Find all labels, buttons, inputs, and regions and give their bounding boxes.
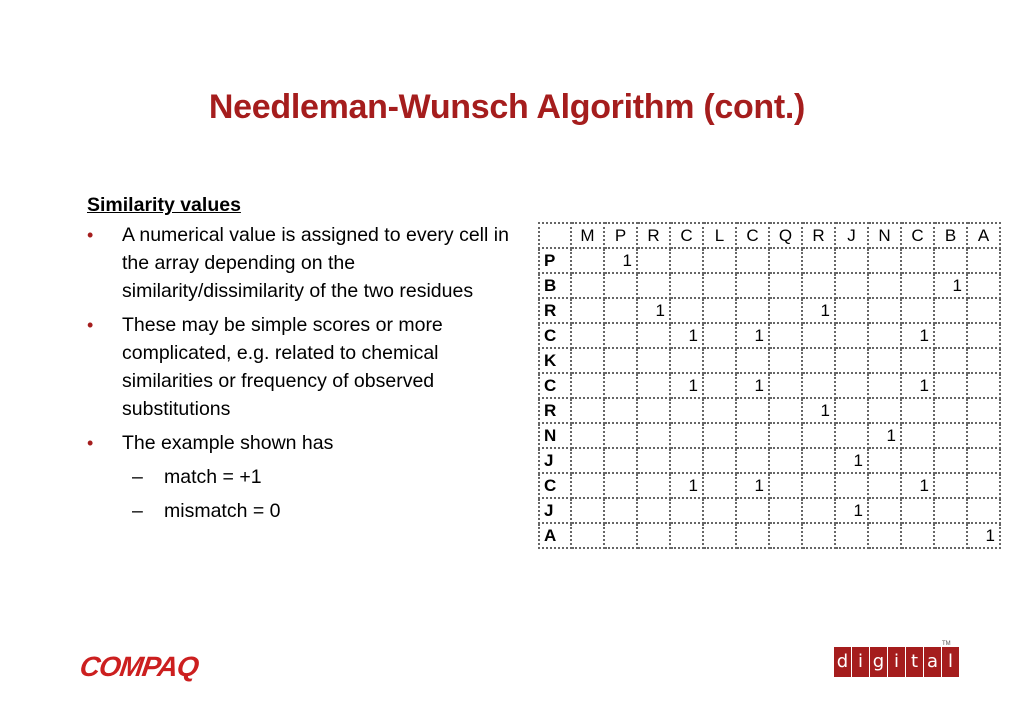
- matrix-cell: [736, 448, 769, 473]
- dash-icon: –: [132, 466, 143, 488]
- matrix-cell: [637, 398, 670, 423]
- matrix-column-header: J: [835, 223, 868, 248]
- matrix-row-header: J: [539, 498, 571, 523]
- matrix-cell: [637, 273, 670, 298]
- matrix-row-header: B: [539, 273, 571, 298]
- matrix-cell: [934, 398, 967, 423]
- similarity-matrix: [538, 222, 1001, 549]
- matrix-cell: [934, 523, 967, 548]
- matrix-cell: [934, 323, 967, 348]
- matrix-cell: [967, 248, 1000, 273]
- matrix-cell: [604, 473, 637, 498]
- matrix-row-header: A: [539, 523, 571, 548]
- matrix-cell: [901, 273, 934, 298]
- matrix-cell: [637, 498, 670, 523]
- matrix-cell: [967, 273, 1000, 298]
- matrix-row-header: R: [539, 398, 571, 423]
- matrix-cell: 1: [670, 473, 703, 498]
- matrix-cell: [571, 523, 604, 548]
- matrix-row: [539, 248, 1000, 273]
- matrix-row: [539, 473, 1000, 498]
- matrix-row: [539, 523, 1000, 548]
- matrix-cell: [835, 473, 868, 498]
- digital-logo-letter: t: [906, 647, 923, 677]
- matrix-cell: [670, 348, 703, 373]
- matrix-row: [539, 298, 1000, 323]
- matrix-cell: [604, 398, 637, 423]
- matrix-cell: [835, 273, 868, 298]
- matrix-cell: [802, 373, 835, 398]
- matrix-column-header: N: [868, 223, 901, 248]
- matrix-cell: [670, 523, 703, 548]
- matrix-cell: [604, 523, 637, 548]
- matrix-cell: [571, 423, 604, 448]
- matrix-row: [539, 348, 1000, 373]
- matrix-cell: [967, 498, 1000, 523]
- bullet-text: These may be simple scores or more complicated, e.g. related to chemical similarities or frequency of observed substitutions: [122, 314, 443, 420]
- matrix-cell: [637, 348, 670, 373]
- matrix-cell: [769, 273, 802, 298]
- matrix-cell: [736, 498, 769, 523]
- matrix-cell: 1: [637, 298, 670, 323]
- matrix-cell: 1: [868, 423, 901, 448]
- matrix-cell: 1: [835, 498, 868, 523]
- matrix-cell: [802, 423, 835, 448]
- matrix-cell: [736, 523, 769, 548]
- matrix-cell: [604, 348, 637, 373]
- matrix-cell: [835, 423, 868, 448]
- matrix-cell: [703, 523, 736, 548]
- matrix-row-header: J: [539, 448, 571, 473]
- matrix-cell: [934, 473, 967, 498]
- matrix-cell: [934, 448, 967, 473]
- matrix-cell: [769, 398, 802, 423]
- matrix-cell: [571, 248, 604, 273]
- matrix-cell: [571, 473, 604, 498]
- matrix-cell: [901, 448, 934, 473]
- matrix-cell: [802, 448, 835, 473]
- bullet-text: A numerical value is assigned to every cell in the array depending on the similarity/dissimilarity of the two residues: [122, 224, 509, 302]
- matrix-cell: [604, 423, 637, 448]
- matrix-cell: [769, 448, 802, 473]
- matrix-cell: [901, 498, 934, 523]
- matrix-cell: [802, 473, 835, 498]
- matrix-cell: [670, 398, 703, 423]
- slide-body: [87, 191, 517, 531]
- matrix-column-header: Q: [769, 223, 802, 248]
- matrix-cell: [736, 248, 769, 273]
- trademark-mark: TM: [942, 641, 951, 647]
- matrix-cell: [868, 373, 901, 398]
- matrix-row-header: N: [539, 423, 571, 448]
- matrix-cell: [670, 298, 703, 323]
- matrix-cell: [934, 298, 967, 323]
- matrix-cell: [637, 248, 670, 273]
- matrix-cell: [967, 423, 1000, 448]
- matrix-cell: [868, 323, 901, 348]
- matrix-cell: [637, 523, 670, 548]
- matrix-cell: 1: [604, 248, 637, 273]
- compaq-logo: COMPAQ: [77, 651, 201, 682]
- matrix-cell: [703, 373, 736, 398]
- matrix-cell: [967, 348, 1000, 373]
- matrix-cell: [769, 423, 802, 448]
- matrix-cell: 1: [802, 298, 835, 323]
- matrix-cell: [934, 248, 967, 273]
- matrix-cell: [637, 473, 670, 498]
- matrix-cell: [637, 448, 670, 473]
- matrix-cell: [967, 398, 1000, 423]
- matrix-cell: [604, 323, 637, 348]
- matrix-cell: 1: [901, 323, 934, 348]
- matrix-cell: [769, 323, 802, 348]
- matrix-cell: [571, 273, 604, 298]
- matrix-cell: [736, 273, 769, 298]
- matrix-row-header: C: [539, 373, 571, 398]
- subheading: Similarity values: [87, 194, 241, 216]
- digital-logo: [834, 647, 959, 677]
- matrix-row: [539, 498, 1000, 523]
- matrix-cell: [769, 298, 802, 323]
- matrix-cell: 1: [901, 373, 934, 398]
- matrix-cell: [901, 248, 934, 273]
- matrix-cell: [967, 448, 1000, 473]
- matrix-column-header: P: [604, 223, 637, 248]
- matrix-cell: [736, 298, 769, 323]
- matrix-cell: [967, 323, 1000, 348]
- matrix-cell: [901, 298, 934, 323]
- matrix-cell: [901, 398, 934, 423]
- matrix-row-header: K: [539, 348, 571, 373]
- matrix-cell: [703, 473, 736, 498]
- matrix-cell: [571, 373, 604, 398]
- matrix-corner-cell: [539, 223, 571, 248]
- matrix-cell: [967, 473, 1000, 498]
- bullet-item: [87, 221, 517, 305]
- matrix-cell: [769, 473, 802, 498]
- matrix-cell: [835, 523, 868, 548]
- matrix-cell: [934, 423, 967, 448]
- matrix-header-row: [539, 223, 1000, 248]
- slide-title: Needleman-Wunsch Algorithm (cont.): [208, 88, 806, 126]
- digital-logo-letter: i: [852, 647, 869, 677]
- matrix-cell: [703, 498, 736, 523]
- digital-logo-letter: l: [942, 647, 959, 677]
- matrix-cell: [835, 298, 868, 323]
- matrix-cell: [835, 348, 868, 373]
- matrix-cell: 1: [736, 473, 769, 498]
- sub-bullet-item: [122, 463, 517, 491]
- matrix-row-header: P: [539, 248, 571, 273]
- matrix-cell: [835, 248, 868, 273]
- matrix-cell: [934, 348, 967, 373]
- matrix-cell: [670, 448, 703, 473]
- bullet-icon: •: [87, 315, 94, 335]
- matrix-column-header: C: [670, 223, 703, 248]
- matrix-cell: [703, 423, 736, 448]
- matrix-column-header: R: [637, 223, 670, 248]
- matrix-cell: [571, 498, 604, 523]
- matrix-cell: [637, 373, 670, 398]
- matrix-cell: [769, 523, 802, 548]
- matrix-cell: [604, 373, 637, 398]
- matrix-cell: [670, 498, 703, 523]
- sub-bullet-list: [122, 463, 517, 525]
- digital-logo-letter: d: [834, 647, 851, 677]
- matrix-cell: [967, 298, 1000, 323]
- matrix-cell: [637, 423, 670, 448]
- matrix-cell: [769, 248, 802, 273]
- matrix-cell: [604, 448, 637, 473]
- matrix-cell: [703, 398, 736, 423]
- matrix-cell: [868, 348, 901, 373]
- matrix-cell: [934, 373, 967, 398]
- matrix-cell: [802, 273, 835, 298]
- sub-bullet-item: [122, 497, 517, 525]
- matrix-cell: [901, 348, 934, 373]
- matrix-cell: [802, 323, 835, 348]
- matrix-cell: [802, 248, 835, 273]
- matrix-cell: [868, 298, 901, 323]
- matrix-cell: [802, 348, 835, 373]
- matrix-cell: [769, 373, 802, 398]
- matrix-row: [539, 398, 1000, 423]
- sub-bullet-text: mismatch = 0: [164, 500, 281, 522]
- matrix-cell: 1: [934, 273, 967, 298]
- matrix-row: [539, 448, 1000, 473]
- matrix-cell: 1: [736, 373, 769, 398]
- matrix-cell: [703, 348, 736, 373]
- digital-logo-letter: a: [924, 647, 941, 677]
- matrix-cell: 1: [967, 523, 1000, 548]
- matrix-cell: [802, 498, 835, 523]
- matrix-row: [539, 373, 1000, 398]
- bullet-text: The example shown has: [122, 432, 334, 454]
- matrix-cell: 1: [670, 373, 703, 398]
- matrix-column-header: A: [967, 223, 1000, 248]
- matrix-cell: [901, 423, 934, 448]
- matrix-cell: [868, 248, 901, 273]
- matrix-column-header: C: [901, 223, 934, 248]
- matrix-cell: [670, 248, 703, 273]
- matrix-cell: [835, 323, 868, 348]
- matrix-cell: 1: [802, 398, 835, 423]
- dash-icon: –: [132, 500, 143, 522]
- bullet-item: [87, 311, 517, 423]
- matrix-cell: [802, 523, 835, 548]
- matrix-cell: [769, 498, 802, 523]
- matrix-cell: [604, 498, 637, 523]
- matrix-cell: [736, 398, 769, 423]
- matrix-cell: [967, 373, 1000, 398]
- matrix-cell: [868, 398, 901, 423]
- matrix-cell: [868, 448, 901, 473]
- bullet-icon: •: [87, 225, 94, 245]
- matrix-cell: [835, 398, 868, 423]
- matrix-cell: [868, 523, 901, 548]
- matrix-cell: [703, 298, 736, 323]
- bullet-list: [87, 221, 517, 525]
- matrix-column-header: C: [736, 223, 769, 248]
- matrix-cell: [868, 273, 901, 298]
- matrix-row-header: C: [539, 323, 571, 348]
- matrix-cell: [703, 248, 736, 273]
- matrix-cell: [769, 348, 802, 373]
- matrix-cell: [835, 373, 868, 398]
- matrix-cell: [703, 323, 736, 348]
- matrix-row: [539, 323, 1000, 348]
- sub-bullet-text: match = +1: [164, 466, 262, 488]
- matrix-row: [539, 273, 1000, 298]
- matrix-cell: [637, 323, 670, 348]
- digital-logo-letter: g: [870, 647, 887, 677]
- matrix-cell: [703, 448, 736, 473]
- matrix-cell: [571, 298, 604, 323]
- matrix-cell: [571, 448, 604, 473]
- bullet-icon: •: [87, 433, 94, 453]
- matrix-row: [539, 423, 1000, 448]
- matrix-cell: [901, 523, 934, 548]
- matrix-cell: [736, 423, 769, 448]
- matrix-cell: [868, 473, 901, 498]
- matrix-cell: 1: [901, 473, 934, 498]
- matrix-cell: [670, 273, 703, 298]
- matrix-row-header: C: [539, 473, 571, 498]
- matrix-cell: [604, 273, 637, 298]
- matrix-column-header: R: [802, 223, 835, 248]
- matrix-cell: 1: [670, 323, 703, 348]
- matrix-column-header: L: [703, 223, 736, 248]
- matrix-column-header: B: [934, 223, 967, 248]
- matrix-cell: [868, 498, 901, 523]
- bullet-item: [87, 429, 517, 525]
- matrix-cell: 1: [736, 323, 769, 348]
- matrix-cell: [703, 273, 736, 298]
- matrix-cell: [571, 348, 604, 373]
- matrix-cell: [604, 298, 637, 323]
- matrix-cell: [571, 323, 604, 348]
- digital-logo-letter: i: [888, 647, 905, 677]
- matrix-cell: [934, 498, 967, 523]
- matrix-cell: [736, 348, 769, 373]
- matrix-cell: [670, 423, 703, 448]
- matrix-cell: [571, 398, 604, 423]
- matrix-cell: 1: [835, 448, 868, 473]
- matrix-row-header: R: [539, 298, 571, 323]
- matrix-column-header: M: [571, 223, 604, 248]
